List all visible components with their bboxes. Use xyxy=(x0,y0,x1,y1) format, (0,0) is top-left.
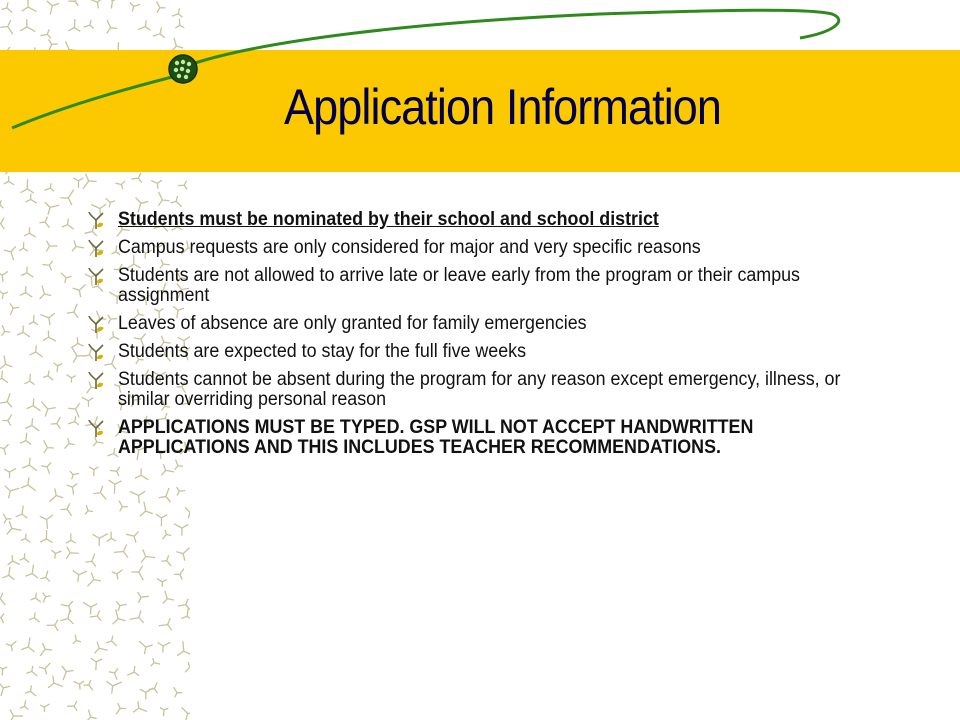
texture-mark xyxy=(185,507,190,518)
texture-mark xyxy=(185,662,190,672)
texture-mark xyxy=(141,550,155,563)
texture-mark xyxy=(0,683,10,696)
texture-mark xyxy=(50,488,64,501)
texture-mark xyxy=(119,501,128,512)
texture-mark xyxy=(126,531,139,542)
texture-mark xyxy=(25,565,38,579)
texture-mark xyxy=(85,554,96,567)
texture-mark xyxy=(114,544,128,557)
texture-mark xyxy=(24,374,34,385)
texture-mark xyxy=(130,3,140,12)
texture-mark xyxy=(73,571,87,582)
texture-mark xyxy=(66,547,79,559)
texture-mark xyxy=(20,286,32,297)
texture-mark xyxy=(72,348,85,363)
texture-mark xyxy=(45,202,60,215)
texture-mark xyxy=(43,330,56,341)
texture-mark xyxy=(130,491,145,503)
texture-mark xyxy=(71,337,83,348)
texture-mark xyxy=(130,611,144,623)
texture-mark xyxy=(116,601,127,611)
bullet-text: Students cannot be absent during the program for any reason except emergency, illness, or similar overriding personal reason xyxy=(118,369,841,410)
texture-mark xyxy=(40,704,49,712)
texture-mark xyxy=(39,663,50,674)
texture-mark xyxy=(67,701,77,711)
texture-mark xyxy=(107,531,117,541)
texture-mark xyxy=(109,480,122,494)
texture-mark xyxy=(0,218,4,229)
bullet-text: Leaves of absence are only granted for family emergencies xyxy=(118,313,587,334)
texture-mark xyxy=(74,178,84,188)
texture-mark xyxy=(176,548,189,561)
texture-mark xyxy=(91,658,102,670)
texture-mark xyxy=(178,181,187,190)
texture-mark xyxy=(109,668,118,679)
texture-mark xyxy=(161,555,171,566)
texture-mark xyxy=(40,515,53,529)
texture-mark xyxy=(29,315,38,325)
texture-mark xyxy=(93,534,108,547)
texture-mark xyxy=(66,533,76,543)
sprout-bullet-icon xyxy=(86,370,106,390)
texture-mark xyxy=(70,471,79,479)
texture-mark xyxy=(22,458,37,471)
texture-mark xyxy=(17,326,30,337)
texture-mark xyxy=(86,710,96,720)
texture-mark xyxy=(175,19,184,28)
texture-mark xyxy=(7,521,22,534)
texture-mark xyxy=(61,503,72,515)
texture-mark xyxy=(24,227,36,237)
texture-mark xyxy=(68,416,78,425)
texture-mark xyxy=(85,505,93,514)
texture-mark xyxy=(0,356,12,369)
texture-mark xyxy=(110,467,120,476)
texture-mark xyxy=(151,658,160,666)
texture-mark xyxy=(72,240,84,251)
texture-mark xyxy=(67,483,78,495)
texture-mark xyxy=(21,534,30,543)
texture-mark xyxy=(41,402,55,417)
texture-mark xyxy=(21,637,34,651)
texture-mark xyxy=(41,29,51,38)
bullet-item xyxy=(86,370,886,410)
texture-mark xyxy=(181,609,190,620)
texture-mark xyxy=(135,468,148,479)
texture-mark xyxy=(89,467,98,476)
texture-mark xyxy=(140,502,153,517)
sprout-bullet-icon xyxy=(86,210,106,230)
texture-mark xyxy=(138,20,151,30)
texture-mark xyxy=(87,572,101,586)
texture-mark xyxy=(176,487,185,495)
texture-mark xyxy=(2,2,13,12)
texture-mark xyxy=(20,700,29,709)
texture-mark xyxy=(67,304,79,318)
texture-mark xyxy=(113,609,126,624)
texture-mark xyxy=(51,550,61,559)
slide-title: Application Information xyxy=(284,79,722,135)
texture-mark xyxy=(0,393,12,407)
texture-mark xyxy=(149,683,158,694)
texture-mark xyxy=(157,579,167,587)
texture-mark xyxy=(5,486,20,499)
texture-mark xyxy=(20,19,35,32)
texture-mark xyxy=(26,666,37,676)
texture-mark xyxy=(0,371,8,383)
texture-mark xyxy=(162,530,171,540)
texture-mark xyxy=(0,200,3,208)
texture-mark xyxy=(151,180,162,189)
texture-mark xyxy=(43,593,51,603)
texture-mark xyxy=(61,273,71,283)
texture-mark xyxy=(137,592,149,603)
texture-mark xyxy=(156,1,165,12)
texture-mark xyxy=(94,642,107,654)
texture-mark xyxy=(2,567,14,580)
texture-mark xyxy=(172,8,183,17)
texture-mark xyxy=(16,506,28,519)
bullet-text: APPLICATIONS MUST BE TYPED. GSP WILL NOT ACCEPT HANDWRITTEN APPLICATIONS AND THIS INCLUDES TEACHER RECOMMENDATIONS. xyxy=(118,417,754,458)
texture-mark xyxy=(68,19,80,31)
texture-mark xyxy=(25,685,36,696)
texture-mark xyxy=(84,680,93,690)
texture-mark xyxy=(90,611,101,621)
texture-mark xyxy=(83,174,97,189)
texture-mark xyxy=(90,0,102,9)
texture-mark xyxy=(43,370,53,380)
texture-mark xyxy=(25,418,39,431)
texture-mark xyxy=(40,313,54,325)
texture-mark xyxy=(131,566,143,581)
texture-mark xyxy=(115,181,125,189)
texture-mark xyxy=(116,703,126,714)
bullet-item xyxy=(86,314,886,334)
bullet-text: Campus requests are only considered for major and very specific reasons xyxy=(118,237,701,258)
texture-mark xyxy=(54,363,63,372)
texture-mark xyxy=(41,462,51,473)
texture-mark xyxy=(22,0,37,12)
texture-mark xyxy=(20,179,33,193)
bullet-item xyxy=(86,238,886,258)
bullet-item xyxy=(86,418,886,458)
texture-mark xyxy=(158,192,169,206)
texture-mark xyxy=(93,486,106,500)
texture-mark xyxy=(40,285,52,299)
texture-mark xyxy=(44,183,54,191)
texture-mark xyxy=(0,20,13,34)
texture-mark xyxy=(131,173,142,183)
texture-mark xyxy=(6,641,17,651)
texture-mark xyxy=(156,514,168,526)
texture-mark xyxy=(2,414,12,425)
bullet-text: Students are expected to stay for the full five weeks xyxy=(118,341,527,362)
texture-mark xyxy=(174,687,182,697)
texture-mark xyxy=(21,477,36,491)
texture-mark xyxy=(73,635,81,644)
bullet-item xyxy=(86,266,886,306)
texture-mark xyxy=(44,440,54,453)
texture-mark xyxy=(174,569,184,580)
texture-mark xyxy=(112,570,123,580)
texture-mark xyxy=(182,707,190,720)
bullet-item xyxy=(86,210,886,230)
bullet-text: Students are not allowed to arrive late or leave early from the program or their campus assignment xyxy=(118,265,800,306)
texture-mark xyxy=(27,399,41,411)
texture-mark xyxy=(106,681,121,694)
texture-mark xyxy=(159,488,171,502)
texture-mark xyxy=(160,707,168,716)
texture-mark xyxy=(40,530,52,543)
texture-mark xyxy=(29,612,39,622)
texture-mark xyxy=(163,591,174,604)
sprout-bullet-icon xyxy=(86,314,106,334)
texture-mark xyxy=(0,614,4,624)
texture-mark xyxy=(20,433,31,445)
texture-mark xyxy=(106,198,116,207)
texture-mark xyxy=(4,246,16,260)
bullet-item xyxy=(86,342,886,362)
texture-mark xyxy=(40,643,52,656)
texture-mark xyxy=(106,636,117,646)
texture-mark xyxy=(47,620,58,631)
texture-mark xyxy=(68,0,78,6)
texture-mark xyxy=(83,602,97,614)
texture-mark xyxy=(26,194,37,204)
texture-mark xyxy=(61,601,73,612)
texture-mark xyxy=(68,403,80,417)
texture-mark xyxy=(2,325,11,336)
texture-mark xyxy=(159,618,172,630)
texture-mark xyxy=(158,642,171,652)
texture-mark xyxy=(178,599,190,610)
texture-mark xyxy=(139,641,153,654)
sprout-bullet-icon xyxy=(86,238,106,258)
texture-mark xyxy=(21,267,33,277)
texture-mark xyxy=(106,0,122,9)
texture-mark xyxy=(107,20,118,33)
texture-mark xyxy=(84,20,94,28)
sprout-bullet-icon xyxy=(86,342,106,362)
texture-mark xyxy=(174,524,188,536)
sprout-bullet-icon xyxy=(86,418,106,438)
texture-mark xyxy=(20,553,30,562)
texture-mark xyxy=(60,190,73,206)
texture-mark xyxy=(0,666,7,675)
texture-mark xyxy=(46,241,57,252)
texture-mark xyxy=(0,290,8,299)
texture-mark xyxy=(4,468,16,478)
texture-mark xyxy=(10,303,19,314)
texture-mark xyxy=(8,555,20,565)
texture-mark xyxy=(127,666,139,676)
texture-mark xyxy=(0,444,9,455)
texture-mark xyxy=(47,1,59,15)
sprout-bullet-icon xyxy=(86,266,106,286)
texture-mark xyxy=(0,593,5,605)
texture-mark xyxy=(66,375,75,383)
texture-mark xyxy=(0,271,8,281)
texture-mark xyxy=(4,176,14,185)
texture-mark xyxy=(133,701,147,712)
bullet-list xyxy=(86,210,886,466)
texture-mark xyxy=(51,417,61,429)
texture-mark xyxy=(153,28,165,38)
texture-mark xyxy=(73,284,86,297)
texture-mark xyxy=(48,676,63,688)
texture-mark xyxy=(10,709,23,720)
texture-mark xyxy=(39,217,49,228)
texture-mark xyxy=(19,242,28,251)
texture-mark xyxy=(42,261,52,271)
texture-mark xyxy=(31,593,41,602)
texture-mark xyxy=(60,609,73,624)
texture-mark xyxy=(171,196,182,207)
bullet-text: Students must be nominated by their school and school district xyxy=(118,209,659,230)
texture-mark xyxy=(40,571,49,582)
texture-mark xyxy=(64,438,74,449)
texture-mark xyxy=(73,681,84,690)
texture-mark xyxy=(62,218,74,229)
texture-mark xyxy=(177,641,190,656)
texture-mark xyxy=(30,345,43,357)
texture-mark xyxy=(62,666,74,680)
